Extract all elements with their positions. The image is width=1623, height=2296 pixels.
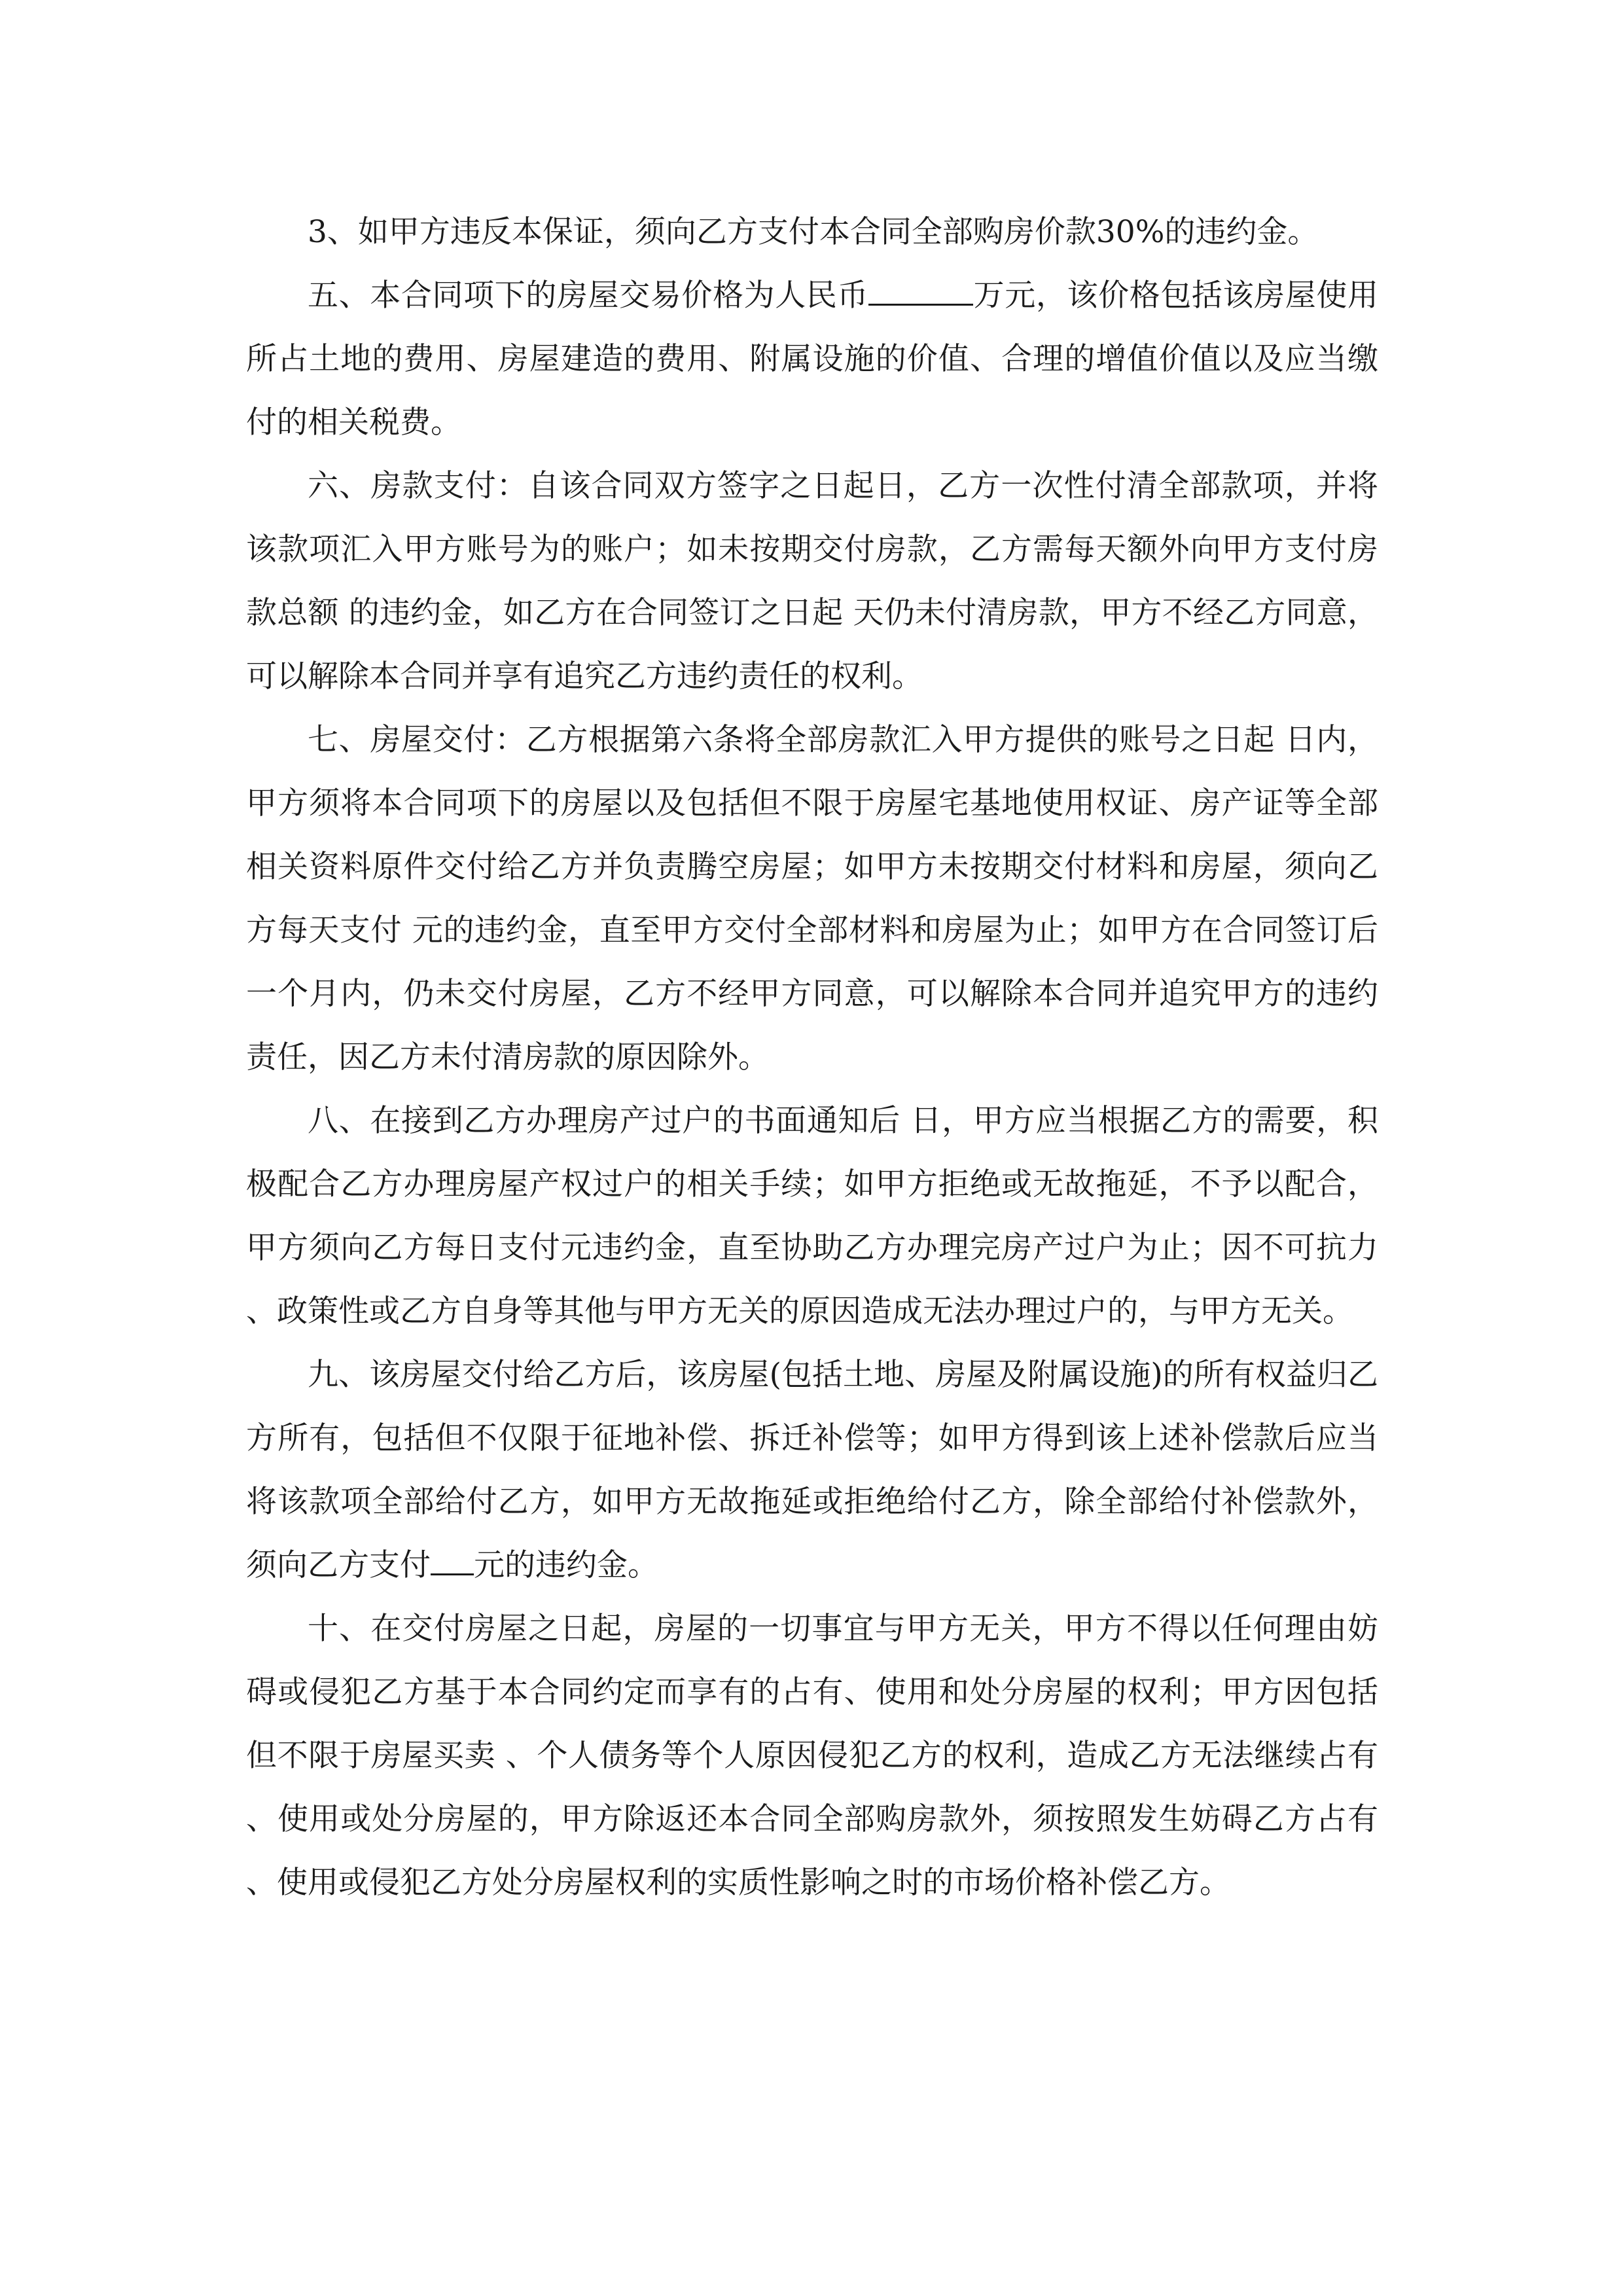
clause-3-paragraph bbox=[246, 200, 1378, 264]
clause-7-paragraph bbox=[246, 708, 1378, 1089]
penalty-blank-line bbox=[431, 1547, 474, 1575]
clause-10-text: 十、在交付房屋之日起，房屋的一切事宜与甲方无关，甲方不得以任何理由妨碍或侵犯乙方基于本合同约定而享有的占有、使用和处分房屋的权利；甲方因包括但不限于房屋买卖 、个人债务等个人原因侵犯乙方的权利，造成乙方无法继续占有、使用或处分房屋的，甲方除返还本合同全部购房款外，须按照发生妨碍乙方占有、使用或侵犯乙方处分房屋权利的实质性影响之时的市场价格补偿乙方。 bbox=[246, 1611, 1378, 1901]
clause-9-text-before-blank: 九、该房屋交付给乙方后，该房屋(包括土地、房屋及附属设施)的所有权益归乙方所有，包括但不仅限于征地补偿、拆迁补偿等；如甲方得到该上述补偿款后应当将该款项全部给付乙方，如甲方无故拖延或拒绝给付乙方，除全部给付补偿款外，须向乙方支付 bbox=[246, 1357, 1378, 1583]
clause-9-text-after-blank: 元的违约金。 bbox=[474, 1547, 658, 1583]
clause-5-paragraph bbox=[246, 264, 1378, 454]
clause-9-paragraph bbox=[246, 1343, 1378, 1597]
clause-8-text: 八、在接到乙方办理房产过户的书面通知后 日，甲方应当根据乙方的需要，积极配合乙方办理房屋产权过户的相关手续；如甲方拒绝或无故拖延，不予以配合，甲方须向乙方每日支付元违约金，直至协助乙方办理完房产过户为止；因不可抗力、政策性或乙方自身等其他与甲方无关的原因造成无法办理过户的，与甲方无关。 bbox=[246, 1103, 1378, 1329]
clause-10-paragraph bbox=[246, 1597, 1378, 1914]
clause-5-text-after-blank: 万元，该价格包括该房屋使用所占土地的费用、房屋建造的费用、附属设施的价值、合理的增值价值以及应当缴付的相关税费。 bbox=[246, 278, 1378, 440]
clause-6-paragraph bbox=[246, 454, 1378, 708]
clause-7-text: 七、房屋交付：乙方根据第六条将全部房款汇入甲方提供的账号之日起 日内，甲方须将本合同项下的房屋以及包括但不限于房屋宅基地使用权证、房产证等全部相关资料原件交付给乙方并负责腾空房屋；如甲方未按期交付材料和房屋，须向乙方每天支付 元的违约金，直至甲方交付全部材料和房屋为止；如甲方在合同签订后一个月内，仍未交付房屋，乙方不经甲方同意，可以解除本合同并追究甲方的违约责任，因乙方未付清房款的原因除外。 bbox=[246, 722, 1378, 1075]
clause-6-text: 六、房款支付：自该合同双方签字之日起日，乙方一次性付清全部款项，并将该款项汇入甲方账号为的账户；如未按期交付房款，乙方需每天额外向甲方支付房款总额 的违约金，如乙方在合同签订之日起 天仍未付清房款，甲方不经乙方同意，可以解除本合同并享有追究乙方违约责任的权利。 bbox=[246, 468, 1378, 694]
clause-8-paragraph bbox=[246, 1089, 1378, 1343]
clause-5-text-before-blank: 五、本合同项下的房屋交易价格为人民币 bbox=[308, 278, 869, 314]
price-blank-line bbox=[868, 278, 973, 306]
document-body bbox=[246, 200, 1378, 1914]
clause-3-text: 3、如甲方违反本保证，须向乙方支付本合同全部购房价款30%的违约金。 bbox=[308, 214, 1319, 250]
